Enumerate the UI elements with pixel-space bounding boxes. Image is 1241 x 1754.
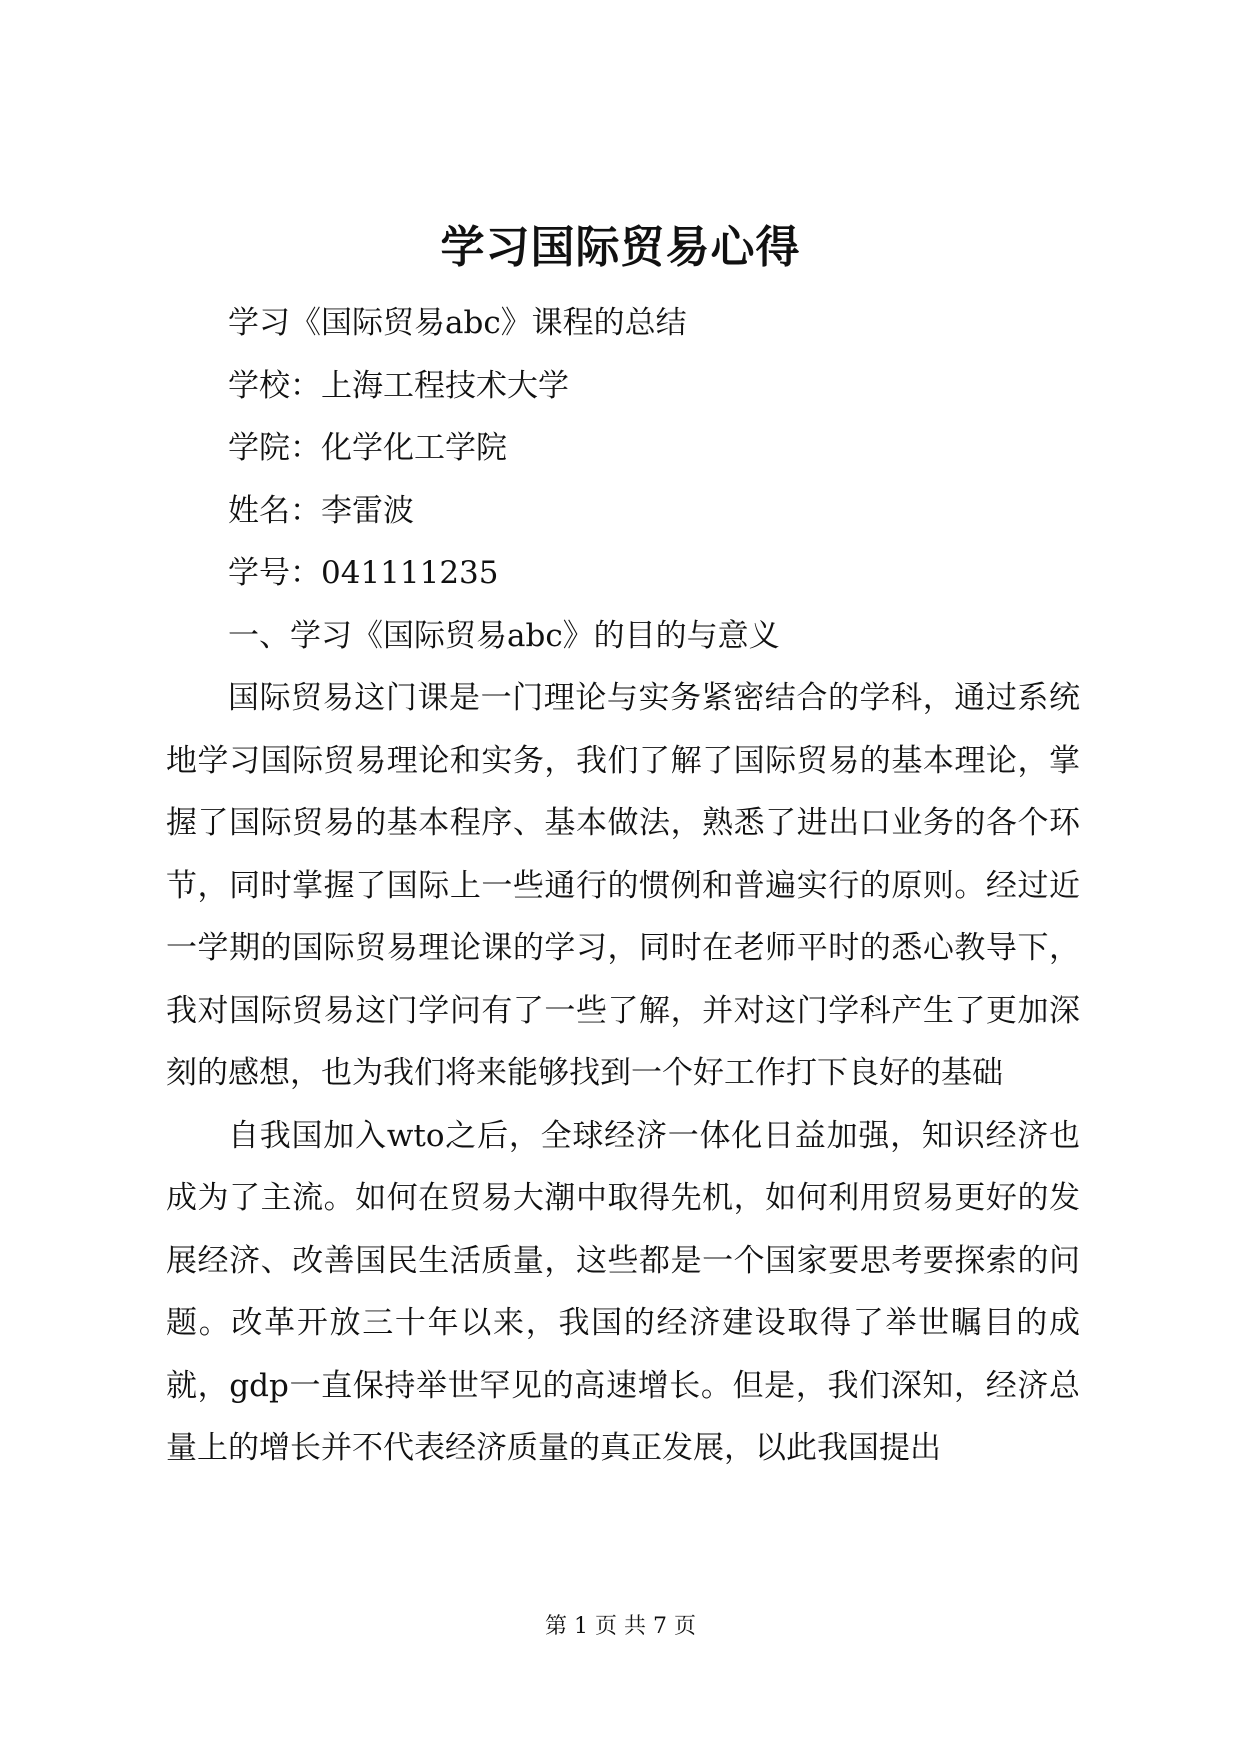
- body-paragraph: 国际贸易这门课是一门理论与实务紧密结合的学科，通过系统地学习国际贸易理论和实务，我们了解了国际贸易的基本理论，掌握了国际贸易的基本程序、基本做法，熟悉了进出口业务的各个环节，同时掌握了国际上一些通行的惯例和普遍实行的原则。经过近一学期的国际贸易理论课的学习，同时在老师平时的悉心教导下，我对国际贸易这门学问有了一些了解，并对这门学科产生了更加深刻的感想，也为我们将来能够找到一个好工作打下良好的基础: [166, 680, 1080, 1091]
- body-paragraph: 自我国加入wto之后，全球经济一体化日益加强，知识经济也成为了主流。如何在贸易大潮中取得先机，如何利用贸易更好的发展经济、改善国民生活质量，这些都是一个国家要思考要探索的问题。改革开放三十年以来，我国的经济建设取得了举世瞩目的成就，gdp一直保持举世罕见的高速增长。但是，我们深知，经济总量上的增长并不代表经济质量的真正发展，以此我国提出: [166, 1117, 1080, 1466]
- section-heading: 一、学习《国际贸易abc》的目的与意义: [228, 617, 780, 654]
- college-line: 学院：化学化工学院: [228, 430, 507, 466]
- school-line: 学校：上海工程技术大学: [228, 367, 569, 404]
- document-body: [166, 292, 1080, 1480]
- document-title: 学习国际贸易心得: [440, 222, 801, 273]
- name-line: 姓名：李雷波: [228, 492, 414, 529]
- page-number-footer: 第 1 页 共 7 页: [545, 1614, 696, 1639]
- student-id-line: 学号：041111235: [228, 555, 499, 591]
- course-summary-line: 学习《国际贸易abc》课程的总结: [228, 305, 687, 341]
